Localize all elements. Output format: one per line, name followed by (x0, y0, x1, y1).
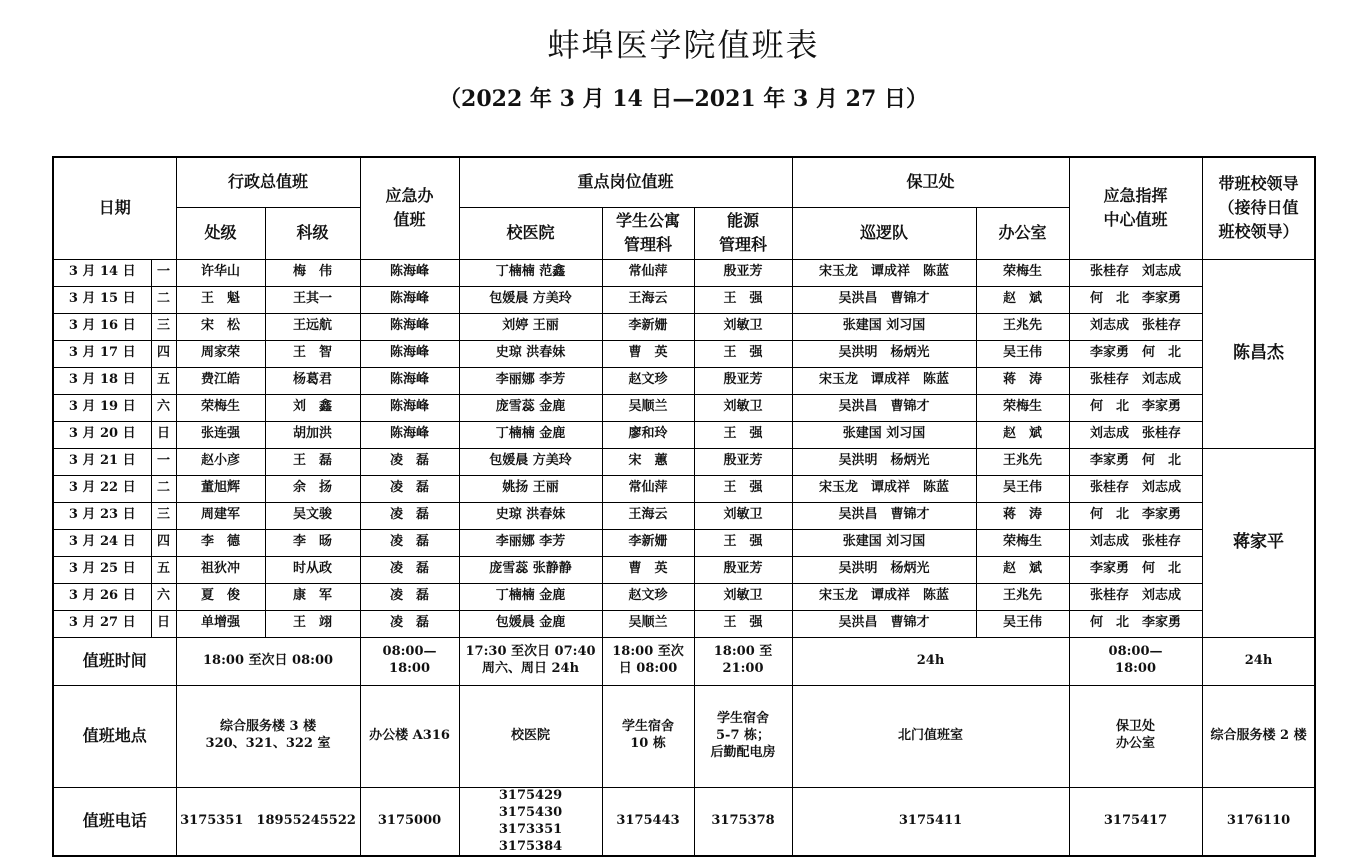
phone-dorm: 3175443 (602, 787, 694, 856)
dorm-cell: 赵文珍 (602, 583, 694, 610)
emergency-cell: 陈海峰 (360, 286, 459, 313)
date-cell: 3 月 25 日 (53, 556, 151, 583)
office-cell: 荣梅生 (976, 529, 1069, 556)
header-admin: 行政总值班 (176, 157, 360, 207)
place-energy: 学生宿舍 5-7 栋； 后勤配电房 (694, 685, 792, 787)
division-cell: 宋 松 (176, 313, 265, 340)
command-cell: 李家勇 何 北 (1069, 448, 1202, 475)
section-cell: 李 旸 (265, 529, 360, 556)
dorm-cell: 吴顺兰 (602, 610, 694, 637)
date-cell: 3 月 21 日 (53, 448, 151, 475)
section-cell: 王 翊 (265, 610, 360, 637)
leader-cell: 蒋家平 (1202, 448, 1315, 637)
table-row (53, 556, 1315, 583)
hospital-cell: 庞雪蕊 金鹿 (459, 394, 602, 421)
division-cell: 费江皓 (176, 367, 265, 394)
energy-cell: 王 强 (694, 286, 792, 313)
command-cell: 李家勇 何 北 (1069, 340, 1202, 367)
dorm-cell: 曹 英 (602, 340, 694, 367)
energy-cell: 殷亚芳 (694, 448, 792, 475)
table-row (53, 313, 1315, 340)
energy-cell: 王 强 (694, 529, 792, 556)
division-cell: 王 魁 (176, 286, 265, 313)
hospital-cell: 李丽娜 李芳 (459, 367, 602, 394)
leader-cell: 陈昌杰 (1202, 259, 1315, 448)
section-cell: 王远航 (265, 313, 360, 340)
command-cell: 张桂存 刘志成 (1069, 367, 1202, 394)
dorm-cell: 廖和玲 (602, 421, 694, 448)
dorm-cell: 赵文珍 (602, 367, 694, 394)
header-command: 应急指挥 中心值班 (1069, 157, 1202, 259)
time-command: 24h (1202, 637, 1315, 685)
patrol-cell: 吴洪明 杨炳光 (792, 340, 976, 367)
patrol-cell: 吴洪昌 曹锦才 (792, 610, 976, 637)
header-section: 科级 (265, 207, 360, 259)
section-cell: 梅 伟 (265, 259, 360, 286)
office-cell: 吴王伟 (976, 475, 1069, 502)
division-cell: 单增强 (176, 610, 265, 637)
energy-cell: 刘敏卫 (694, 394, 792, 421)
office-cell: 赵 斌 (976, 421, 1069, 448)
table-row (53, 583, 1315, 610)
division-cell: 周建军 (176, 502, 265, 529)
table-row (53, 367, 1315, 394)
phone-command: 3176110 (1202, 787, 1315, 856)
hospital-cell: 史琼 洪春妹 (459, 340, 602, 367)
emergency-cell: 陈海峰 (360, 313, 459, 340)
weekday-cell: 六 (151, 394, 176, 421)
footer-place-row (53, 685, 1315, 787)
header-leader: 带班校领导 （接待日值 班校领导） (1202, 157, 1315, 259)
section-cell: 王 智 (265, 340, 360, 367)
time-energy: 18:00 至 21:00 (694, 637, 792, 685)
place-command: 综合服务楼 2 楼 (1202, 685, 1315, 787)
office-cell: 荣梅生 (976, 394, 1069, 421)
weekday-cell: 日 (151, 610, 176, 637)
weekday-cell: 四 (151, 529, 176, 556)
header-division: 处级 (176, 207, 265, 259)
emergency-cell: 凌 磊 (360, 556, 459, 583)
hospital-cell: 史琼 洪春妹 (459, 502, 602, 529)
command-cell: 李家勇 何 北 (1069, 556, 1202, 583)
weekday-cell: 二 (151, 475, 176, 502)
command-cell: 张桂存 刘志成 (1069, 583, 1202, 610)
patrol-cell: 张建国 刘习国 (792, 313, 976, 340)
date-cell: 3 月 20 日 (53, 421, 151, 448)
date-cell: 3 月 19 日 (53, 394, 151, 421)
energy-cell: 刘敏卫 (694, 313, 792, 340)
place-patrol: 北门值班室 (792, 685, 1069, 787)
weekday-cell: 三 (151, 502, 176, 529)
place-office: 保卫处 办公室 (1069, 685, 1202, 787)
command-cell: 张桂存 刘志成 (1069, 475, 1202, 502)
section-cell: 刘 鑫 (265, 394, 360, 421)
date-cell: 3 月 23 日 (53, 502, 151, 529)
emergency-cell: 陈海峰 (360, 421, 459, 448)
table-row (53, 286, 1315, 313)
emergency-cell: 陈海峰 (360, 367, 459, 394)
table-row (53, 259, 1315, 286)
phone-admin: 3175351 18955245522 (176, 787, 360, 856)
office-cell: 蒋 涛 (976, 502, 1069, 529)
weekday-cell: 四 (151, 340, 176, 367)
header-date: 日期 (53, 157, 176, 259)
place-hospital: 校医院 (459, 685, 602, 787)
patrol-cell: 吴洪昌 曹锦才 (792, 286, 976, 313)
header-energy: 能源 管理科 (694, 207, 792, 259)
patrol-cell: 吴洪昌 曹锦才 (792, 394, 976, 421)
dorm-cell: 吴顺兰 (602, 394, 694, 421)
dorm-cell: 常仙萍 (602, 475, 694, 502)
section-cell: 杨葛君 (265, 367, 360, 394)
place-label: 值班地点 (53, 685, 176, 787)
phone-hospital: 3175429 3175430 3173351 3175384 (459, 787, 602, 856)
dorm-cell: 常仙萍 (602, 259, 694, 286)
time-dorm: 18:00 至次 日 08:00 (602, 637, 694, 685)
dorm-cell: 宋 蕙 (602, 448, 694, 475)
energy-cell: 殷亚芳 (694, 367, 792, 394)
weekday-cell: 一 (151, 259, 176, 286)
place-emergency: 办公楼 A316 (360, 685, 459, 787)
time-patrol: 24h (792, 637, 1069, 685)
hospital-cell: 刘婷 王丽 (459, 313, 602, 340)
time-admin: 18:00 至次日 08:00 (176, 637, 360, 685)
header-dorm: 学生公寓 管理科 (602, 207, 694, 259)
weekday-cell: 一 (151, 448, 176, 475)
patrol-cell: 宋玉龙 谭成祥 陈蓝 (792, 367, 976, 394)
division-cell: 夏 俊 (176, 583, 265, 610)
date-cell: 3 月 22 日 (53, 475, 151, 502)
command-cell: 张桂存 刘志成 (1069, 259, 1202, 286)
patrol-cell: 宋玉龙 谭成祥 陈蓝 (792, 259, 976, 286)
weekday-cell: 五 (151, 556, 176, 583)
phone-patrol: 3175411 (792, 787, 1069, 856)
division-cell: 许华山 (176, 259, 265, 286)
office-cell: 蒋 涛 (976, 367, 1069, 394)
weekday-cell: 日 (151, 421, 176, 448)
command-cell: 刘志成 张桂存 (1069, 529, 1202, 556)
time-label: 值班时间 (53, 637, 176, 685)
weekday-cell: 二 (151, 286, 176, 313)
footer-time-row (53, 637, 1315, 685)
office-cell: 吴王伟 (976, 340, 1069, 367)
command-cell: 何 北 李家勇 (1069, 502, 1202, 529)
dorm-cell: 王海云 (602, 286, 694, 313)
emergency-cell: 陈海峰 (360, 394, 459, 421)
command-cell: 何 北 李家勇 (1069, 610, 1202, 637)
phone-label: 值班电话 (53, 787, 176, 856)
section-cell: 吴文骏 (265, 502, 360, 529)
date-cell: 3 月 16 日 (53, 313, 151, 340)
division-cell: 李 德 (176, 529, 265, 556)
section-cell: 王其一 (265, 286, 360, 313)
energy-cell: 王 强 (694, 610, 792, 637)
phone-energy: 3175378 (694, 787, 792, 856)
office-cell: 赵 斌 (976, 286, 1069, 313)
division-cell: 祖狄冲 (176, 556, 265, 583)
date-cell: 3 月 18 日 (53, 367, 151, 394)
division-cell: 荣梅生 (176, 394, 265, 421)
emergency-cell: 陈海峰 (360, 259, 459, 286)
patrol-cell: 宋玉龙 谭成祥 陈蓝 (792, 583, 976, 610)
section-cell: 胡加洪 (265, 421, 360, 448)
command-cell: 何 北 李家勇 (1069, 394, 1202, 421)
table-row (53, 529, 1315, 556)
time-emergency: 08:00— 18:00 (360, 637, 459, 685)
section-cell: 康 军 (265, 583, 360, 610)
emergency-cell: 陈海峰 (360, 340, 459, 367)
energy-cell: 王 强 (694, 475, 792, 502)
emergency-cell: 凌 磊 (360, 502, 459, 529)
section-cell: 时从政 (265, 556, 360, 583)
patrol-cell: 吴洪明 杨炳光 (792, 448, 976, 475)
header-office: 办公室 (976, 207, 1069, 259)
section-cell: 余 扬 (265, 475, 360, 502)
dorm-cell: 王海云 (602, 502, 694, 529)
office-cell: 荣梅生 (976, 259, 1069, 286)
emergency-cell: 凌 磊 (360, 529, 459, 556)
phone-emergency: 3175000 (360, 787, 459, 856)
duty-roster-table (52, 156, 1316, 857)
office-cell: 赵 斌 (976, 556, 1069, 583)
emergency-cell: 凌 磊 (360, 475, 459, 502)
command-cell: 刘志成 张桂存 (1069, 421, 1202, 448)
division-cell: 张连强 (176, 421, 265, 448)
office-cell: 王兆先 (976, 583, 1069, 610)
place-dorm: 学生宿舍 10 栋 (602, 685, 694, 787)
page-title: 蚌埠医学院值班表 (547, 26, 820, 64)
command-cell: 何 北 李家勇 (1069, 286, 1202, 313)
date-cell: 3 月 14 日 (53, 259, 151, 286)
table-row (53, 394, 1315, 421)
dorm-cell: 李新姗 (602, 529, 694, 556)
office-cell: 王兆先 (976, 313, 1069, 340)
emergency-cell: 凌 磊 (360, 448, 459, 475)
patrol-cell: 张建国 刘习国 (792, 529, 976, 556)
header-row-1 (53, 157, 1315, 207)
time-office: 08:00— 18:00 (1069, 637, 1202, 685)
emergency-cell: 凌 磊 (360, 583, 459, 610)
header-patrol: 巡逻队 (792, 207, 976, 259)
table-row (53, 475, 1315, 502)
date-cell: 3 月 17 日 (53, 340, 151, 367)
energy-cell: 王 强 (694, 340, 792, 367)
weekday-cell: 三 (151, 313, 176, 340)
energy-cell: 王 强 (694, 421, 792, 448)
division-cell: 周家荣 (176, 340, 265, 367)
division-cell: 董旭辉 (176, 475, 265, 502)
division-cell: 赵小彦 (176, 448, 265, 475)
header-hospital: 校医院 (459, 207, 602, 259)
section-cell: 王 磊 (265, 448, 360, 475)
header-emergency: 应急办 值班 (360, 157, 459, 259)
hospital-cell: 包媛晨 金鹿 (459, 610, 602, 637)
table-row (53, 340, 1315, 367)
energy-cell: 刘敏卫 (694, 502, 792, 529)
date-cell: 3 月 27 日 (53, 610, 151, 637)
emergency-cell: 凌 磊 (360, 610, 459, 637)
patrol-cell: 吴洪昌 曹锦才 (792, 502, 976, 529)
phone-office: 3175417 (1069, 787, 1202, 856)
table-row (53, 421, 1315, 448)
hospital-cell: 丁楠楠 金鹿 (459, 583, 602, 610)
energy-cell: 殷亚芳 (694, 259, 792, 286)
place-admin: 综合服务楼 3 楼 320、321、322 室 (176, 685, 360, 787)
patrol-cell: 吴洪明 杨炳光 (792, 556, 976, 583)
dorm-cell: 曹 英 (602, 556, 694, 583)
patrol-cell: 宋玉龙 谭成祥 陈蓝 (792, 475, 976, 502)
hospital-cell: 姚扬 王丽 (459, 475, 602, 502)
header-security: 保卫处 (792, 157, 1069, 207)
date-cell: 3 月 26 日 (53, 583, 151, 610)
patrol-cell: 张建国 刘习国 (792, 421, 976, 448)
hospital-cell: 丁楠楠 金鹿 (459, 421, 602, 448)
table-row (53, 502, 1315, 529)
header-key-posts: 重点岗位值班 (459, 157, 792, 207)
footer-phone-row (53, 787, 1315, 856)
command-cell: 刘志成 张桂存 (1069, 313, 1202, 340)
hospital-cell: 包媛晨 方美玲 (459, 448, 602, 475)
hospital-cell: 庞雪蕊 张静静 (459, 556, 602, 583)
weekday-cell: 五 (151, 367, 176, 394)
date-cell: 3 月 15 日 (53, 286, 151, 313)
date-cell: 3 月 24 日 (53, 529, 151, 556)
hospital-cell: 丁楠楠 范鑫 (459, 259, 602, 286)
hospital-cell: 包媛晨 方美玲 (459, 286, 602, 313)
table-row (53, 610, 1315, 637)
weekday-cell: 六 (151, 583, 176, 610)
energy-cell: 殷亚芳 (694, 556, 792, 583)
dorm-cell: 李新姗 (602, 313, 694, 340)
energy-cell: 刘敏卫 (694, 583, 792, 610)
office-cell: 吴王伟 (976, 610, 1069, 637)
hospital-cell: 李丽娜 李芳 (459, 529, 602, 556)
date-range-subtitle: （2022 年 3 月 14 日—2021 年 3 月 27 日） (439, 86, 928, 112)
table-row (53, 448, 1315, 475)
time-hospital: 17:30 至次日 07:40 周六、周日 24h (459, 637, 602, 685)
office-cell: 王兆先 (976, 448, 1069, 475)
